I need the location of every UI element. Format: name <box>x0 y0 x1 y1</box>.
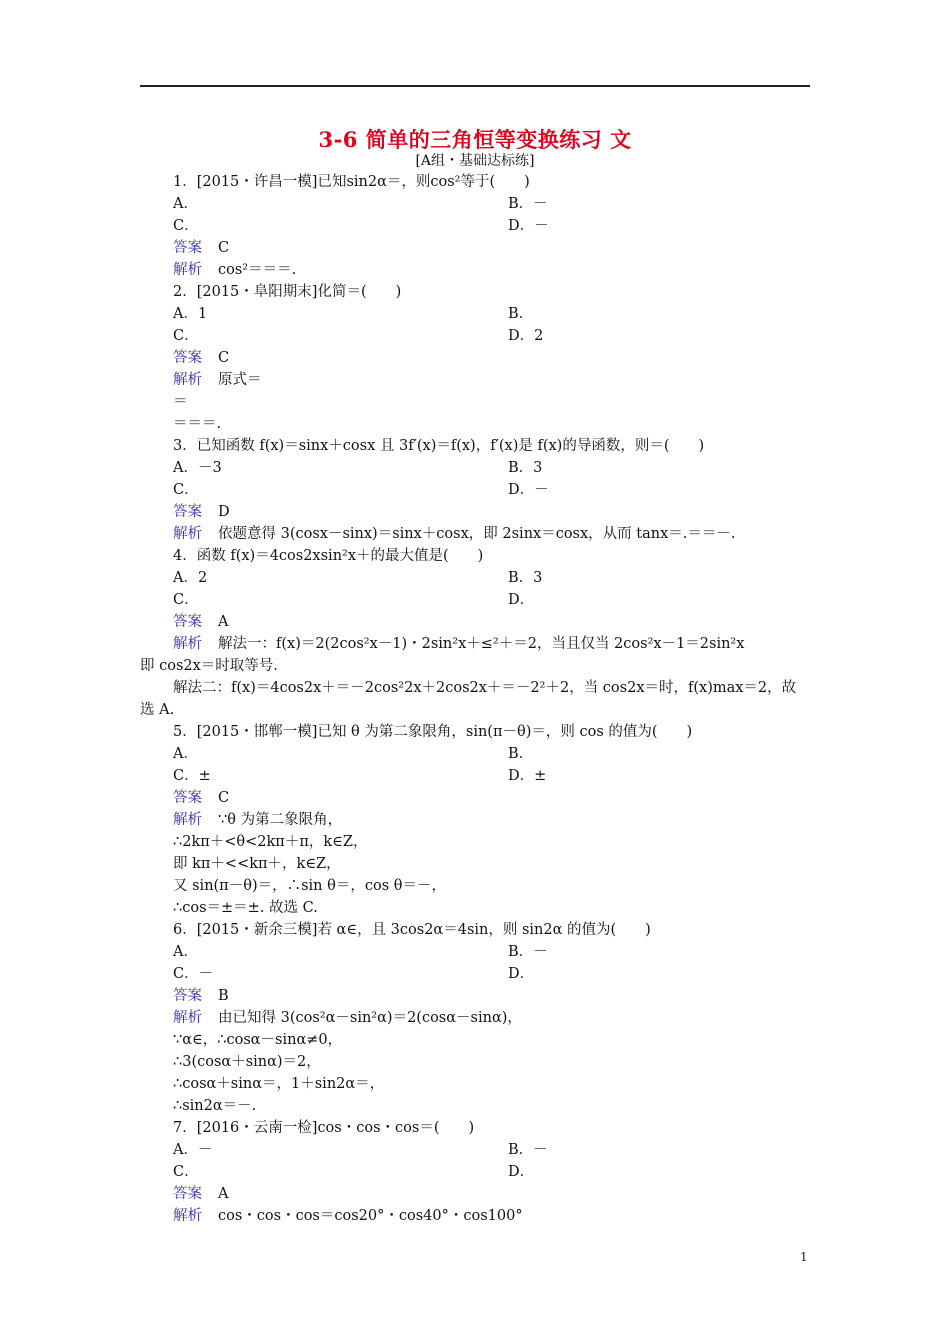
line-text: D．± <box>508 768 547 784</box>
answer-line <box>173 348 229 368</box>
text-line <box>173 546 483 566</box>
line-text: A． <box>173 944 198 960</box>
text-line <box>173 304 207 324</box>
line-text: 依题意得 3(cosx－sinx)＝sinx＋cosx，即 2sinx＝cosx，从而 tanx＝.＝＝－. <box>218 526 736 542</box>
line-text: C． <box>173 482 199 498</box>
line-text: 7．[2016・云南一检]cos・cos・cos＝( ) <box>173 1120 475 1136</box>
line-text: C． <box>173 592 199 608</box>
line-text: D． <box>508 592 535 608</box>
analysis-line <box>173 1206 523 1226</box>
line-text: A．－ <box>173 1142 213 1158</box>
line-text: 即 kπ＋<<kπ＋，k∈Z， <box>173 856 341 872</box>
line-text: B． <box>508 746 534 762</box>
text-line <box>508 216 549 236</box>
line-text: ＝ <box>173 394 188 410</box>
analysis-line <box>173 524 736 544</box>
text-line <box>508 766 546 786</box>
text-line <box>508 744 533 764</box>
line-text: A． <box>173 746 198 762</box>
text-line <box>173 480 199 500</box>
line-text: C <box>218 790 230 806</box>
text-line <box>173 744 198 764</box>
page-title: 3-6 简单的三角恒等变换练习 文 <box>318 127 632 152</box>
line-text: A． <box>173 196 198 212</box>
line-text: A．－3 <box>173 460 222 476</box>
line-text: 解法二：f(x)＝4cos2x＋＝－2cos²2x＋2cos2x＋＝－2²＋2，当 cos2x＝时，f(x)max＝2，故 <box>173 680 797 696</box>
line-text: 原式＝ <box>218 372 262 388</box>
text-line <box>173 282 401 302</box>
answer-label: 答案 <box>173 504 202 520</box>
answer-label: 答案 <box>173 1186 202 1202</box>
line-text: B．3 <box>508 570 543 586</box>
analysis-label: 解析 <box>173 1208 202 1224</box>
line-text: D <box>218 504 230 520</box>
line-text: B． <box>508 306 534 322</box>
text-line <box>173 964 213 984</box>
section-subtitle: [A组・基础达标练] <box>415 153 535 169</box>
line-text: D． <box>508 1164 535 1180</box>
line-text: 4．函数 f(x)＝4cos2xsin²x＋的最大值是( ) <box>173 548 484 564</box>
line-text: 又 sin(π－θ)＝，∴sin θ＝，cos θ＝－， <box>173 878 446 894</box>
line-text: B．－ <box>508 944 548 960</box>
line-text: ∴cosα＋sinα＝，1＋sin2α＝， <box>173 1076 385 1092</box>
analysis-label: 解析 <box>173 262 202 278</box>
line-text: 即 cos2x＝时取等号. <box>140 658 278 674</box>
text-line <box>173 216 199 236</box>
text-line <box>173 172 530 192</box>
line-text: 5．[2015・邯郸一模]已知 θ 为第二象限角，sin(π－θ)＝，则 cos 的值为( ) <box>173 724 693 740</box>
line-text: 解法一：f(x)＝2(2cos²x－1)・2sin²x＋≤²＋＝2，当且仅当 2cos²x－1＝2sin²x <box>218 636 745 652</box>
line-text: 选 A. <box>140 702 175 718</box>
line-text: ∴cos＝±＝±. 故选 C. <box>173 900 318 916</box>
text-line <box>173 194 198 214</box>
line-text: ∴3(cosα＋sinα)＝2， <box>173 1054 321 1070</box>
line-text: A．2 <box>173 570 208 586</box>
page-number: 1 <box>800 1250 808 1264</box>
line-text: D．2 <box>508 328 544 344</box>
text-line <box>173 876 446 896</box>
text-line <box>508 942 548 962</box>
text-line <box>508 480 549 500</box>
line-text: D．－ <box>508 482 549 498</box>
text-line <box>173 854 341 874</box>
line-text: ∵θ 为第二象限角， <box>218 812 343 828</box>
text-line <box>508 304 533 324</box>
text-line <box>173 920 651 940</box>
line-text: ∵α∈，∴cosα－sinα≠0， <box>173 1032 343 1048</box>
line-text: D． <box>508 966 535 982</box>
text-line <box>508 194 548 214</box>
line-text: 2．[2015・阜阳期末]化简＝( ) <box>173 284 402 300</box>
text-line <box>173 1162 199 1182</box>
analysis-label: 解析 <box>173 526 202 542</box>
text-line <box>173 1030 342 1050</box>
line-text: A <box>218 1186 229 1202</box>
line-text: C． <box>173 328 199 344</box>
line-text: C． <box>173 1164 199 1180</box>
answer-label: 答案 <box>173 614 202 630</box>
line-text: 由已知得 3(cos²α－sin²α)＝2(cosα－sinα)， <box>218 1010 522 1026</box>
text-line <box>173 436 704 456</box>
line-text: C．－ <box>173 966 214 982</box>
analysis-label: 解析 <box>173 812 202 828</box>
text-line <box>173 1074 384 1094</box>
text-line <box>173 458 222 478</box>
analysis-label: 解析 <box>173 372 202 388</box>
line-text: A <box>218 614 229 630</box>
line-text: B．3 <box>508 460 543 476</box>
analysis-line <box>173 260 296 280</box>
text-line <box>508 326 543 346</box>
line-text: B．－ <box>508 196 548 212</box>
answer-label: 答案 <box>173 790 202 806</box>
text-line <box>173 942 198 962</box>
answer-label: 答案 <box>173 350 202 366</box>
answer-line <box>173 1184 228 1204</box>
analysis-label: 解析 <box>173 1010 202 1026</box>
answer-label: 答案 <box>173 240 202 256</box>
answer-line <box>173 612 228 632</box>
text-line <box>173 1140 212 1160</box>
answer-line <box>173 986 229 1006</box>
line-text: 3．已知函数 f(x)＝sinx＋cosx 且 3f′(x)＝f(x)，f′(x)是 f(x)的导函数，则＝( ) <box>173 438 705 454</box>
analysis-line <box>173 634 744 654</box>
line-text: D．－ <box>508 218 549 234</box>
answer-line <box>173 502 230 522</box>
text-line <box>508 1140 548 1160</box>
answer-line <box>173 238 229 258</box>
analysis-line <box>173 370 262 390</box>
text-line <box>173 1096 256 1116</box>
line-text: cos²＝＝＝. <box>218 262 297 278</box>
line-text: C．± <box>173 768 211 784</box>
text-line <box>140 700 174 720</box>
text-line <box>508 590 534 610</box>
text-line <box>173 1118 474 1138</box>
text-line <box>173 568 207 588</box>
text-line <box>173 898 318 918</box>
line-text: 6．[2015・新余三模]若 α∈，且 3cos2α＝4sin，则 sin2α 的值为( ) <box>173 922 651 938</box>
analysis-label: 解析 <box>173 636 202 652</box>
line-text: C <box>218 240 230 256</box>
line-text: B <box>218 988 229 1004</box>
text-line <box>173 590 199 610</box>
line-text: ＝＝＝. <box>173 416 222 432</box>
line-text: A．1 <box>173 306 208 322</box>
answer-label: 答案 <box>173 988 202 1004</box>
line-text: 1．[2015・许昌一模]已知sin2α＝，则cos²等于( ) <box>173 174 530 190</box>
line-text: ∴sin2α＝－. <box>173 1098 257 1114</box>
text-line <box>508 1162 534 1182</box>
text-line <box>173 392 188 412</box>
text-line <box>173 414 221 434</box>
text-line <box>508 568 542 588</box>
line-text: C． <box>173 218 199 234</box>
answer-line <box>173 788 229 808</box>
analysis-line <box>173 810 342 830</box>
text-line <box>508 458 542 478</box>
line-text: B．－ <box>508 1142 548 1158</box>
line-text: C <box>218 350 230 366</box>
text-line <box>173 678 796 698</box>
text-line <box>173 1052 321 1072</box>
analysis-line <box>173 1008 522 1028</box>
text-line <box>173 832 367 852</box>
text-line <box>173 766 211 786</box>
text-line <box>173 722 692 742</box>
text-line <box>173 326 199 346</box>
line-text: ∴2kπ＋<θ<2kπ＋π，k∈Z， <box>173 834 368 850</box>
line-text: cos・cos・cos＝cos20°・cos40°・cos100° <box>218 1208 523 1224</box>
text-line <box>508 964 534 984</box>
text-line <box>140 656 278 676</box>
